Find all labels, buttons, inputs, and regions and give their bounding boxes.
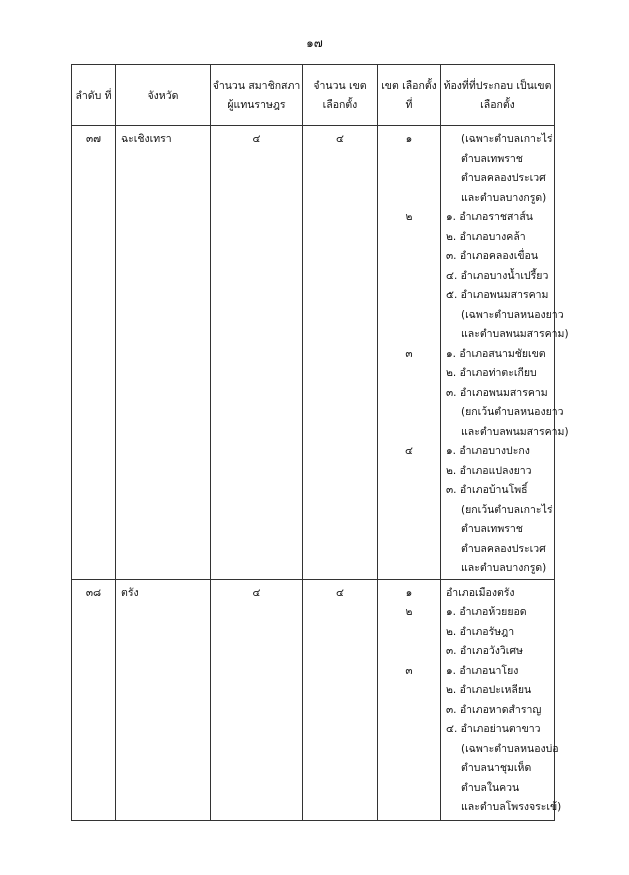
district-count [303, 126, 378, 580]
area-line: และตำบลพนมสารคาม) [461, 425, 569, 438]
header-no: ลำดับ ที่ [72, 65, 116, 126]
page-number: ๑๗ [306, 36, 323, 50]
table-row [72, 579, 555, 820]
area-line: อำเภอเมืองตรัง [446, 586, 515, 599]
district-number [378, 779, 440, 799]
district-number [378, 169, 440, 189]
area-line: ตำบลในควน [461, 781, 520, 794]
area-line: ๒. อำเภอท่าตะเกียบ [446, 367, 537, 379]
province-name-text: ตรัง [121, 586, 139, 599]
area-line: ๓. อำเภอพนมสารคาม [446, 386, 548, 399]
district-number [378, 623, 440, 643]
district-number [378, 306, 440, 326]
area-line: ๔. อำเภอย่านตาขาว [446, 723, 541, 735]
area-line: ๓. อำเภอบ้านโพธิ์ [446, 484, 528, 496]
district-number [378, 423, 440, 443]
district-number [378, 520, 440, 540]
constituency-table [71, 64, 569, 821]
row-number [72, 126, 116, 580]
area-line: (ยกเว้นตำบลหนองยาว [461, 406, 564, 418]
header-province: จังหวัด [116, 65, 211, 126]
area-line: ๒. อำเภอบางคล้า [446, 230, 526, 243]
row-number-text: ๓๘ [85, 586, 102, 599]
district-number [378, 681, 440, 701]
area-line: ๔. อำเภอบางน้ำเปรี้ยว [446, 269, 549, 282]
province-name [116, 126, 211, 580]
district-areas [441, 126, 569, 580]
member-count [211, 579, 303, 820]
district-number [378, 384, 440, 404]
district-number [378, 247, 440, 267]
district-count-text: ๔ [336, 133, 344, 145]
area-line: ๑. อำเภอสนามชัยเขต [446, 347, 546, 360]
area-line: และตำบลพนมสารคาม) [461, 328, 569, 340]
district-number [378, 325, 440, 345]
header-row [72, 65, 555, 126]
area-line: (เฉพาะตำบลเกาะไร่ [461, 133, 553, 145]
area-line: และตำบลโพรงจระเข้) [461, 801, 562, 813]
member-count-text: ๔ [252, 133, 261, 145]
member-count-text: ๔ [252, 586, 261, 599]
area-line: ๓. อำเภอหาดสำราญ [446, 703, 542, 716]
area-line: ตำบลเทพราช [461, 152, 523, 165]
district-number: ๔ [405, 445, 413, 457]
area-line: ตำบลเทพราช [461, 523, 523, 535]
area-line: ตำบลคลองประเวศ [461, 542, 546, 555]
area-line: ๒. อำเภอปะเหลียน [446, 684, 532, 696]
district-count [303, 579, 378, 820]
district-numbers [378, 579, 441, 820]
district-number [378, 403, 440, 423]
district-number [378, 501, 440, 521]
area-line: และตำบลบางกรูด) [461, 191, 547, 204]
district-number: ๓ [405, 347, 413, 360]
district-number: ๒ [405, 211, 413, 223]
area-line: (ยกเว้นตำบลเกาะไร่ [461, 503, 553, 516]
district-number [378, 267, 440, 287]
district-number [378, 720, 440, 740]
district-number [378, 189, 440, 209]
area-line: ๑. อำเภอห้วยยอด [446, 606, 527, 618]
header-areas: ท้องที่ที่ประกอบ เป็นเขตเลือกตั้ง [441, 65, 555, 126]
row-number [72, 579, 116, 820]
area-line: ๒. อำเภอแปลงยาว [446, 464, 532, 477]
area-line: ตำบลคลองประเวศ [461, 172, 546, 184]
district-number: ๒ [405, 606, 413, 618]
header-members: จำนวน สมาชิกสภาผู้แทนราษฎร [211, 65, 303, 126]
area-line: ตำบลนาชุมเห็ด [461, 762, 532, 774]
table-row [72, 126, 555, 580]
district-number [378, 286, 440, 306]
district-number: ๑ [405, 133, 413, 145]
area-line: และตำบลบางกรูด) [461, 562, 547, 574]
area-line: (เฉพาะตำบลหนองบ่อ [461, 742, 559, 755]
district-number [378, 559, 440, 579]
area-line: ๓. อำเภอคลองเขื่อน [446, 250, 539, 262]
area-line: (เฉพาะตำบลหนองยาว [461, 308, 564, 321]
area-line: ๑. อำเภอบางปะกง [446, 445, 530, 457]
member-count [211, 126, 303, 580]
header-districts: จำนวน เขตเลือกตั้ง [303, 65, 378, 126]
area-line: ๓. อำเภอวังวิเศษ [446, 645, 523, 657]
district-number [378, 740, 440, 760]
district-number [378, 759, 440, 779]
district-number [378, 150, 440, 170]
area-line: ๒. อำเภอรัษฎา [446, 625, 515, 638]
district-count-text: ๔ [336, 586, 344, 599]
district-number [378, 798, 440, 818]
district-numbers [378, 126, 441, 580]
province-name-text: ฉะเชิงเทรา [121, 133, 172, 145]
header-district: เขต เลือกตั้งที่ [378, 65, 441, 126]
district-areas [441, 579, 562, 820]
district-number: ๓ [405, 664, 413, 677]
district-number: ๑ [405, 586, 413, 599]
district-number [378, 364, 440, 384]
area-line: ๑. อำเภอราชสาส์น [446, 211, 533, 223]
area-line: ๑. อำเภอนาโยง [446, 664, 519, 677]
district-number [378, 540, 440, 560]
district-number [378, 481, 440, 501]
district-number [378, 701, 440, 721]
district-number [378, 462, 440, 482]
district-number [378, 642, 440, 662]
province-name [116, 579, 211, 820]
district-number [378, 228, 440, 248]
row-number-text: ๓๗ [85, 133, 102, 145]
area-line: ๕. อำเภอพนมสารคาม [446, 289, 549, 301]
